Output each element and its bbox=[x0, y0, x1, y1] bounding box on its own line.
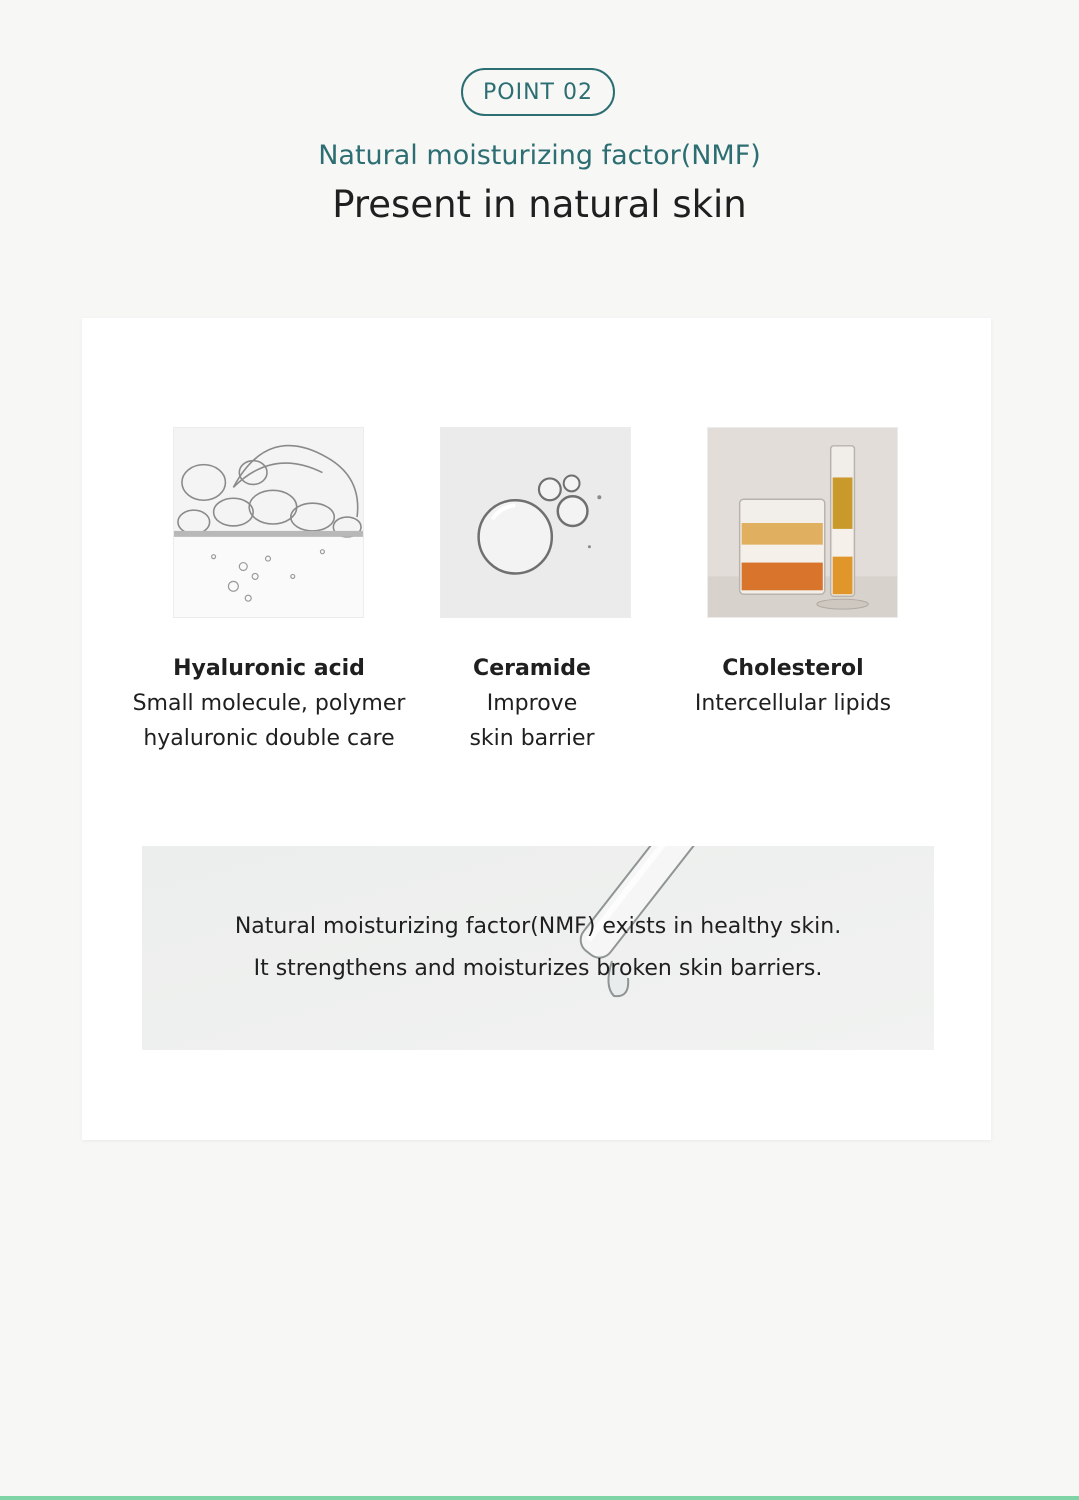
ingredient-cholesterol bbox=[633, 651, 953, 721]
ingredient-desc-line2: hyaluronic double care bbox=[143, 726, 395, 751]
nmf-banner bbox=[142, 846, 934, 1050]
ingredient-name: Cholesterol bbox=[722, 656, 864, 681]
section-title: Present in natural skin bbox=[332, 183, 747, 226]
point-badge-label: POINT 02 bbox=[483, 79, 593, 105]
banner-line2: It strengthens and moisturizes broken skin barriers. bbox=[253, 956, 823, 981]
section-subtitle: Natural moisturizing factor(NMF) bbox=[318, 140, 761, 171]
ingredient-desc-line1: Intercellular lipids bbox=[694, 691, 892, 716]
ingredient-desc-line2: skin barrier bbox=[469, 726, 595, 751]
bottom-divider bbox=[0, 1496, 1079, 1500]
glass-cylinder-photo bbox=[707, 427, 898, 618]
point-badge bbox=[461, 68, 615, 116]
banner-text bbox=[142, 906, 934, 990]
ingredients-card bbox=[82, 318, 991, 1140]
ingredient-desc-line1: Improve bbox=[486, 691, 578, 716]
ingredient-name: Hyaluronic acid bbox=[173, 656, 365, 681]
droplet-photo bbox=[440, 427, 631, 618]
ingredient-name: Ceramide bbox=[473, 656, 591, 681]
bubbles-photo bbox=[173, 427, 364, 618]
banner-line1: Natural moisturizing factor(NMF) exists in healthy skin. bbox=[234, 914, 842, 939]
ingredient-desc-line1: Small molecule, polymer bbox=[132, 691, 406, 716]
